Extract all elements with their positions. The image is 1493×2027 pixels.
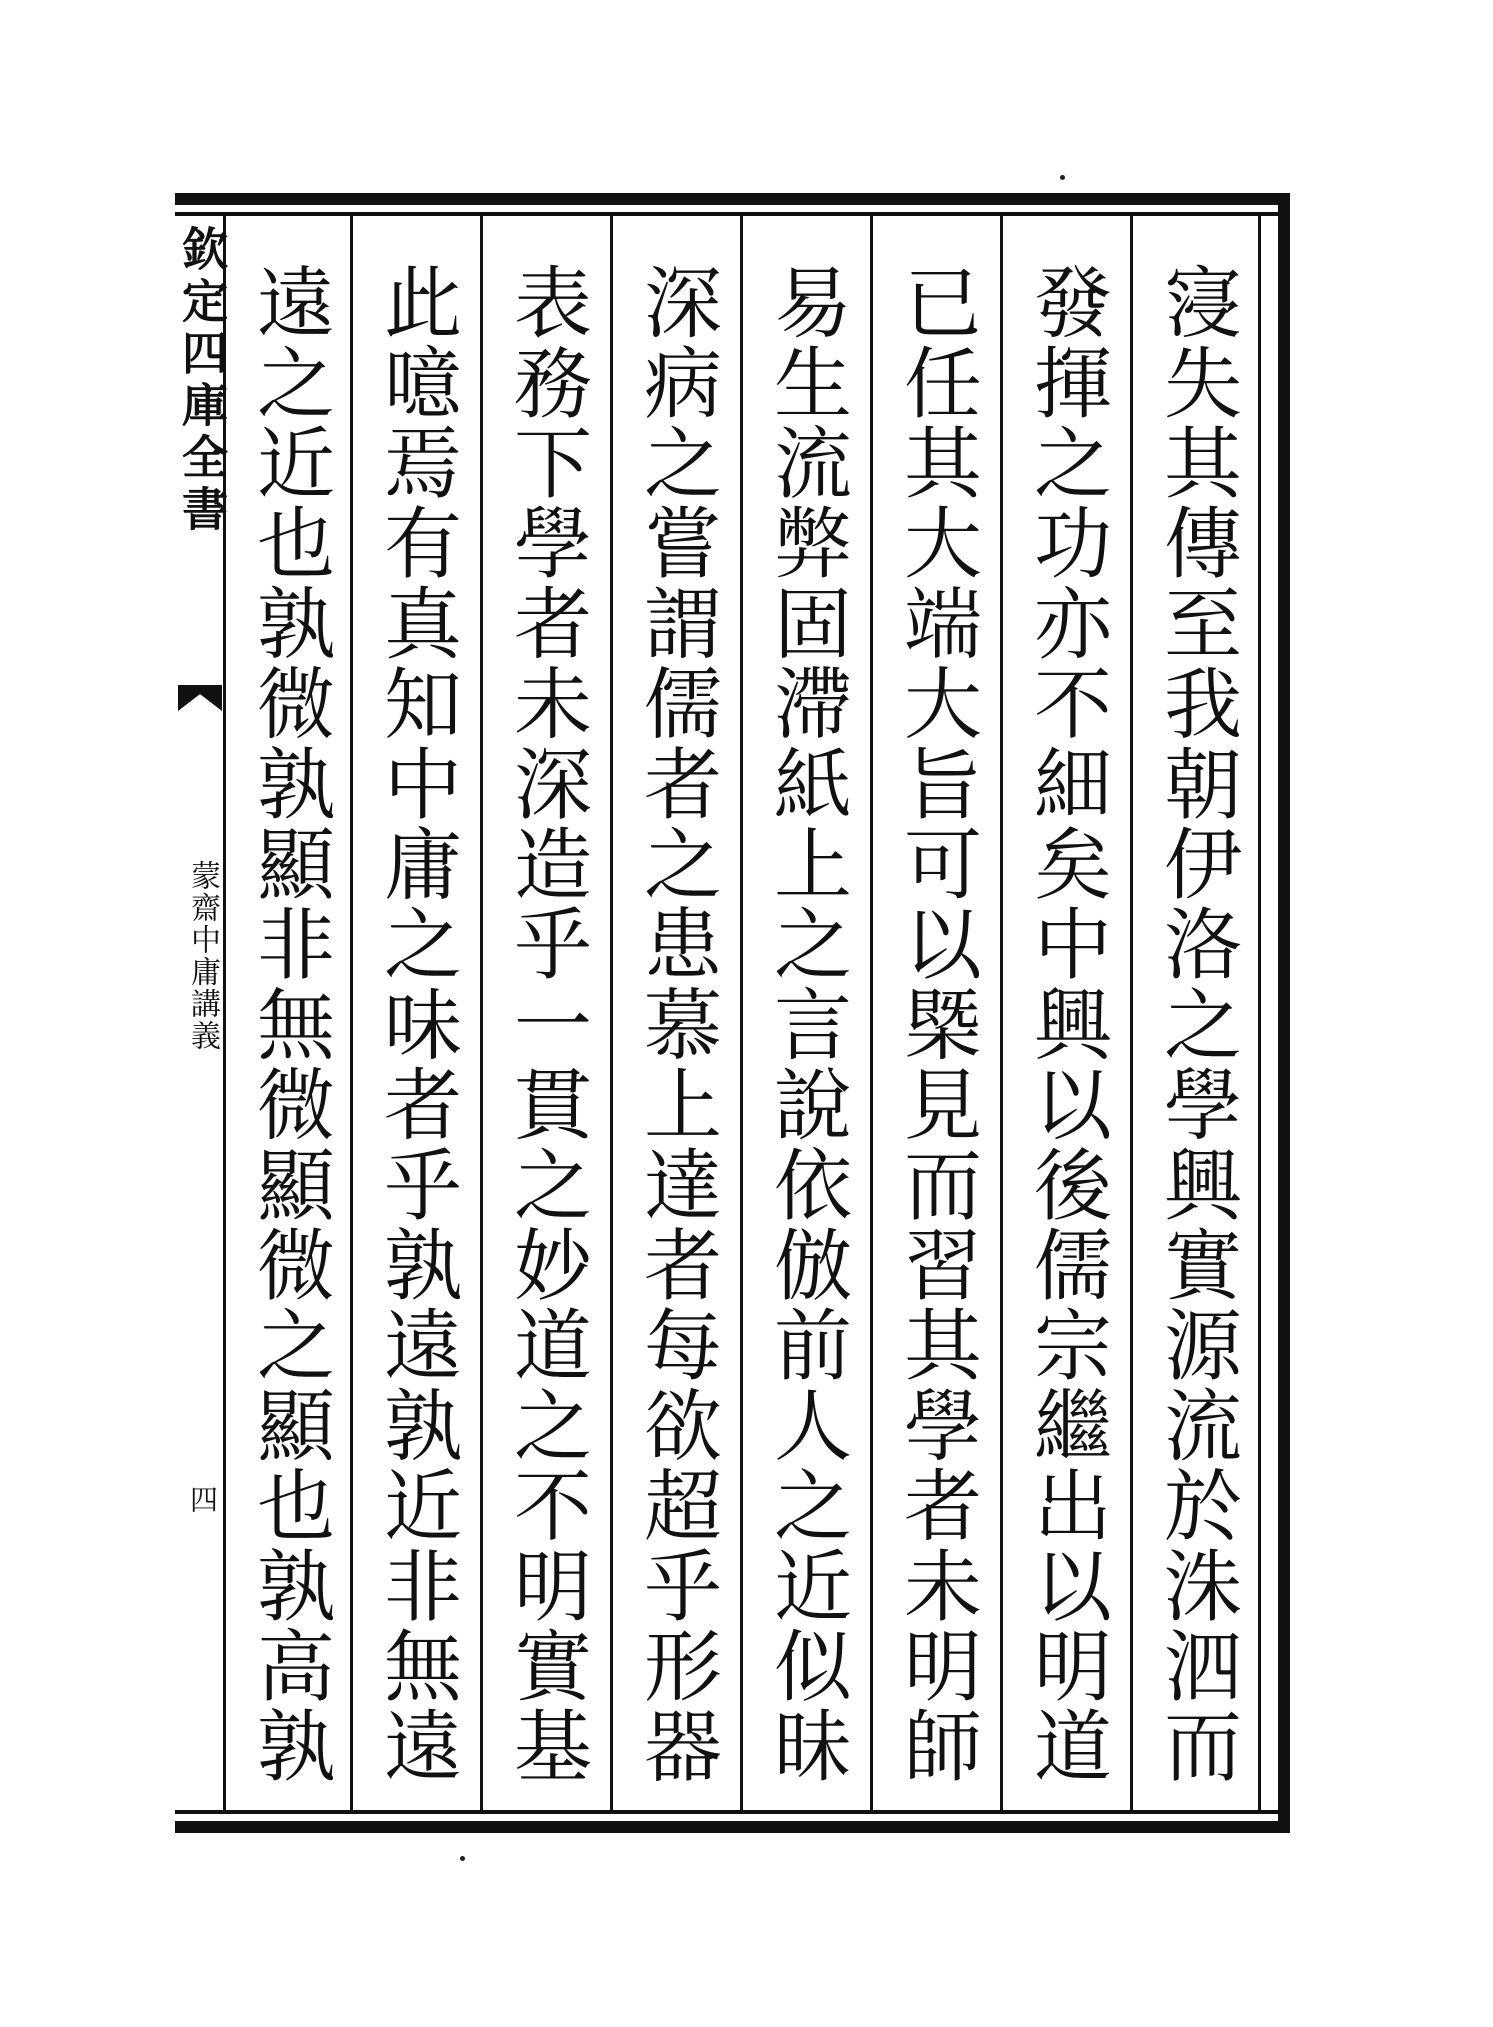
text-column-8: 遠之近也孰微孰顯非無微顯微之顯也孰高孰 — [244, 262, 334, 1786]
page-number: 四 — [186, 1485, 219, 1513]
text-column-3: 已任其大端大旨可以槩見而習其學者未明師 — [891, 262, 981, 1786]
text-column-2: 發揮之功亦不細矣中興以後儒宗繼出以明道 — [1021, 262, 1111, 1786]
ink-speck — [1060, 175, 1065, 180]
text-column-7: 此噫焉有真知中庸之味者乎孰遠孰近非無遠 — [371, 262, 461, 1786]
top-inner-rule — [175, 212, 1280, 216]
column-rule — [1258, 212, 1261, 1814]
collection-title: 欽定四庫全書 — [175, 225, 229, 537]
book-title: 蒙齋中庸講義 — [185, 860, 220, 1052]
text-column-4: 易生流弊固滯紙上之言說依倣前人之近似昧 — [761, 262, 851, 1786]
text-column-6: 表務下學者未深造乎一貫之妙道之不明實基 — [501, 262, 591, 1786]
bottom-inner-rule — [175, 1810, 1280, 1814]
text-column-5: 深病之嘗謂儒者之患慕上達者每欲超乎形器 — [631, 262, 721, 1786]
ink-speck — [460, 1856, 465, 1861]
text-column-1: 寖失其傳至我朝伊洛之學興實源流於洙泗而 — [1151, 262, 1241, 1786]
